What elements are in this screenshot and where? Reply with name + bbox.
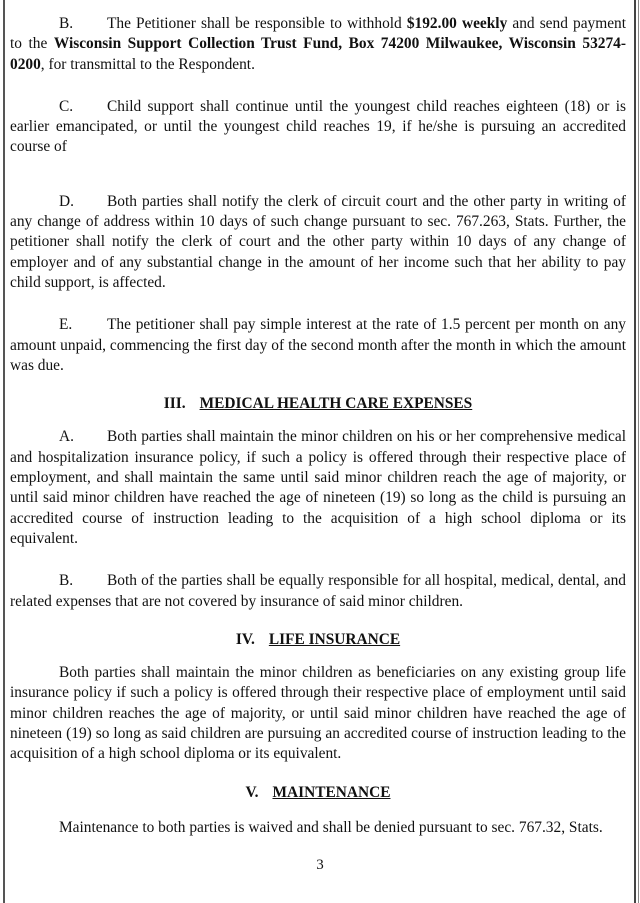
payee-address: Wisconsin Support Collection Trust Fund, Box 74200 Milwaukee, Wisconsin 53274-0200 xyxy=(10,35,626,73)
paragraph-label: B. xyxy=(59,572,74,590)
paragraph-life-insurance: Both parties shall maintain the minor children as beneficiaries on any existing group life insurance policy if such a policy is offered through their respective place of employment until said minor children reaches the age of majority, or until said minor children have reached the age of nineteen (19) so long as said children are pursuing an accredited course of instruction leading to the acquisition of a high school diploma or its equivalent. xyxy=(10,664,626,763)
section-title: MEDICAL HEALTH CARE EXPENSES xyxy=(199,395,473,413)
paragraph-d-notification: D. Both parties shall notify the clerk of circuit court and the other party in writing of any change of address within 10 days of such change pursuant to sec. 767.263, Stats. Further, the petitioner shall notify the clerk of court and the other party within 10 days of any change of employer and of any substantial change in the amount of her income such that her ability to pay child support, is affected. xyxy=(10,192,626,291)
support-amount: $192.00 weekly xyxy=(406,15,508,32)
page-number: 3 xyxy=(316,857,324,873)
scan-right-border-outer xyxy=(638,0,639,903)
scan-left-border xyxy=(3,0,5,903)
document-body xyxy=(10,10,626,838)
section-number: III. xyxy=(163,395,186,413)
paragraph-label: B. xyxy=(59,15,74,32)
section-heading-maintenance xyxy=(10,783,626,803)
paragraph-maintenance: Maintenance to both parties is waived and shall be denied pursuant to sec. 767.32, Stats. xyxy=(59,818,603,836)
paragraph-label: A. xyxy=(59,428,74,446)
section-heading-life-insurance xyxy=(10,630,626,650)
section-number: IV. xyxy=(235,630,255,648)
paragraph-label: E. xyxy=(59,316,73,334)
section-number: V. xyxy=(245,783,259,801)
paragraph-e-interest: E. The petitioner shall pay simple interest at the rate of 1.5 percent per month on any amount unpaid, commencing the first day of the second month after the month in which the amount was due. xyxy=(10,316,626,374)
paragraph-label: C. xyxy=(59,97,74,115)
paragraph-medical-a: A. Both parties shall maintain the minor children on his or her comprehensive medical and hospitalization insurance policy, if such a policy is offered through their respective place of employment, and shall maintain the same until said minor children reach the age of majority, or until said minor children have reached the age of nineteen (19) so long as the child is pursuing an accredited course of instruction leading to the acquisition of a high school diploma or its equivalent. xyxy=(10,428,626,547)
paragraph-b-withholding: B. The Petitioner shall be responsible to withhold $192.00 weekly and send payment to the Wisconsin Support Collection Trust Fund, Box 74200 Milwaukee, Wisconsin 53274-0200, for transmittal to the Respondent. xyxy=(10,15,626,73)
section-heading-medical xyxy=(10,394,626,414)
paragraph-label: D. xyxy=(59,192,74,210)
section-title: LIFE INSURANCE xyxy=(268,630,401,648)
paragraph-c-duration: C. Child support shall continue until the youngest child reaches eighteen (18) or is earlier emancipated, or until the youngest child reaches 19, if he/she is pursuing an accredited course of xyxy=(10,97,626,156)
section-title: MAINTENANCE xyxy=(272,783,391,801)
paragraph-medical-b: B. Both of the parties shall be equally responsible for all hospital, medical, dental, and related expenses that are not covered by insurance of said minor children. xyxy=(10,572,626,610)
scan-right-border xyxy=(634,0,636,903)
